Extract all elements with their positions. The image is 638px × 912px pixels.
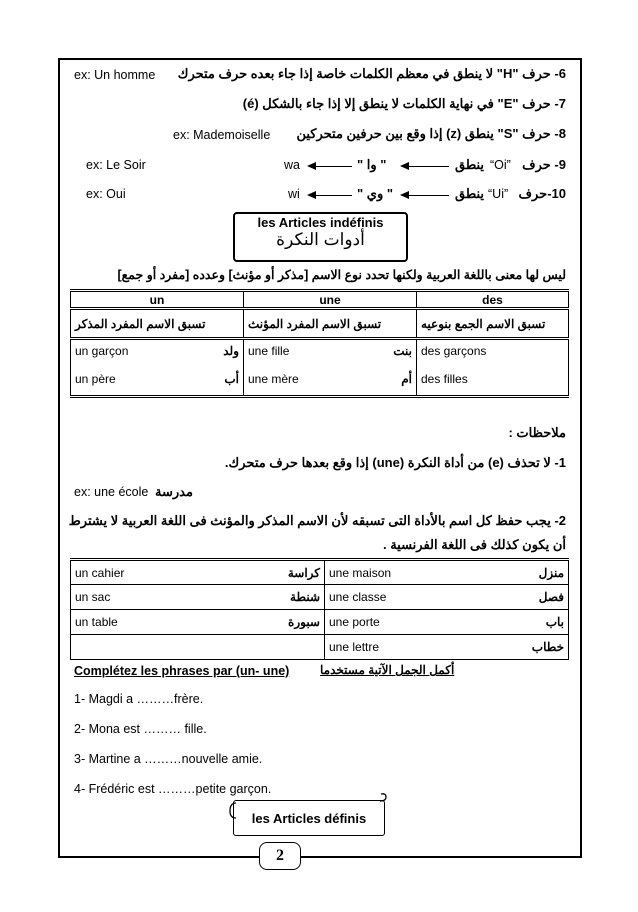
vocab-table (70, 558, 569, 660)
example-row (421, 372, 564, 386)
example-fr: une mère (248, 372, 299, 386)
exercise-item-4: 4- Frédéric est ………petite garçon. (74, 782, 272, 796)
rule-9-arrow-head (400, 162, 409, 170)
rule-9-say: ينطق (455, 157, 485, 172)
examples-des (417, 339, 569, 397)
rule-8-text: 8- حرف "S" ينطق (z) إذا وقع بين حرفين متحركين (296, 126, 566, 141)
example-fr: un père (75, 372, 116, 386)
rule-9-arrow2-head (307, 162, 316, 170)
example-fr: des garçons (421, 344, 487, 358)
notes-title: ملاحظات : (508, 425, 566, 440)
vocab-ar: فصل (538, 590, 564, 604)
scroll-curl-icon (228, 793, 390, 843)
example-ar: بنت (393, 344, 412, 358)
vocab-right-3 (325, 635, 569, 660)
vocab-ar: باب (545, 615, 564, 629)
desc-des: تسبق الاسم الجمع بنوعيه (417, 309, 569, 339)
rule-10-arrow-head (400, 191, 409, 199)
vocab-ar: سبورة (288, 615, 320, 629)
example-ar: ولد (223, 344, 239, 358)
rule-9-arrow-line (403, 166, 449, 167)
vocab-ar: شنطة (290, 590, 320, 604)
section-intro: ليس لها معنى باللغة العربية ولكنها تحدد نوع الاسم [مذكر أو مؤنث] وعدده [مفرد أو جمع] (117, 268, 566, 282)
header-des: des (417, 291, 569, 309)
section-title-fr: les Articles indéfinis (257, 215, 384, 230)
example-fr: des filles (421, 372, 468, 386)
example-row (248, 344, 412, 358)
vocab-fr: un table (75, 615, 118, 629)
note-1-example-ar: مدرسة (155, 484, 193, 499)
vocab-fr: une maison (329, 565, 392, 580)
example-row (421, 344, 564, 358)
example-ar: أب (224, 372, 239, 386)
rule-9-latin: wa (284, 158, 300, 172)
rule-9-letters: “Oi” (490, 158, 511, 172)
vocab-fr: une classe (329, 590, 387, 604)
exercise-title-fr: Complétez les phrases par (un- une) (74, 664, 290, 678)
rule-10-arrow2-line (310, 195, 352, 196)
rule-6-example: ex: Un homme (74, 68, 156, 82)
rule-10-arrow2-head (307, 191, 316, 199)
example-row (75, 344, 239, 358)
example-ar: أم (401, 372, 412, 386)
vocab-right-1 (325, 585, 569, 610)
header-une: une (244, 291, 417, 309)
example-row (75, 372, 239, 386)
rule-6-text: 6- حرف "H" لا ينطق في معظم الكلمات خاصة إذا جاء بعده حرف متحرك (177, 66, 566, 81)
example-fr: une fille (248, 344, 290, 358)
vocab-fr: une porte (329, 615, 380, 629)
rule-9-example: ex: Le Soir (86, 158, 146, 172)
vocab-fr: un sac (75, 590, 111, 604)
rule-8-example: ex: Mademoiselle (173, 128, 271, 142)
examples-une (244, 339, 417, 397)
note-2-line-2: أن يكون كذلك فى اللغة الفرنسية . (382, 537, 566, 552)
note-1: 1- لا تحذف (e) من أداة النكرة (une) إذا وقع بعدها حرف متحرك. (224, 455, 566, 470)
vocab-ar: خطاب (531, 640, 564, 654)
vocab-right-0 (325, 560, 569, 585)
desc-une: تسبق الاسم المفرد المؤنث (244, 309, 417, 339)
vocab-fr: un cahier (75, 565, 125, 580)
vocab-ar: منزل (538, 565, 564, 580)
vocab-right-2 (325, 610, 569, 635)
rule-10-number: 10-حرف (518, 186, 566, 201)
rule-10-sound: " وي " (357, 186, 394, 201)
rule-10-say: ينطق (455, 186, 485, 201)
exercise-title-ar: أكمل الجمل الآتية مستخدما (320, 663, 455, 677)
vocab-left-empty (71, 635, 325, 660)
vocab-left-1 (71, 585, 325, 610)
rule-10-arrow-line (403, 195, 449, 196)
rule-7-text: 7- حرف "E" في نهاية الكلمات لا ينطق إلا إذا جاء بالشكل (é) (242, 96, 566, 111)
examples-un (71, 339, 244, 397)
rule-9-number: 9- حرف (522, 157, 566, 172)
articles-table (70, 289, 569, 398)
vocab-fr: une lettre (329, 640, 380, 654)
desc-un: تسبق الاسم المفرد المذكر (71, 309, 244, 339)
rule-10-letters: “Ui” (488, 187, 509, 201)
exercise-item-2: 2- Mona est ……… fille. (74, 722, 207, 736)
rule-10-latin: wi (288, 187, 300, 201)
vocab-left-2 (71, 610, 325, 635)
page-number: 2 (259, 842, 301, 870)
section-title-ar: أدوات النكرة (276, 230, 365, 249)
note-2-line-1: 2- يجب حفظ كل اسم بالأداة التى تسبقه لأن الاسم المذكر والمؤنث فى اللغة العربية لا يشترط (68, 513, 566, 528)
rule-9-sound: " وا " (357, 157, 387, 172)
example-row (248, 372, 412, 386)
example-fr: un garçon (75, 344, 129, 358)
note-1-example: ex: une école (74, 485, 149, 499)
rule-9-arrow2-line (310, 166, 352, 167)
section2-title: les Articles définis (251, 811, 367, 826)
exercise-item-1: 1- Magdi a ………frère. (74, 692, 204, 706)
rule-10-example: ex: Oui (86, 187, 126, 201)
vocab-ar: كراسة (287, 565, 320, 580)
exercise-item-3: 3- Martine a ………nouvelle amie. (74, 752, 263, 766)
header-un: un (71, 291, 244, 309)
vocab-left-0 (71, 560, 325, 585)
section-title-indefinite (233, 212, 408, 262)
